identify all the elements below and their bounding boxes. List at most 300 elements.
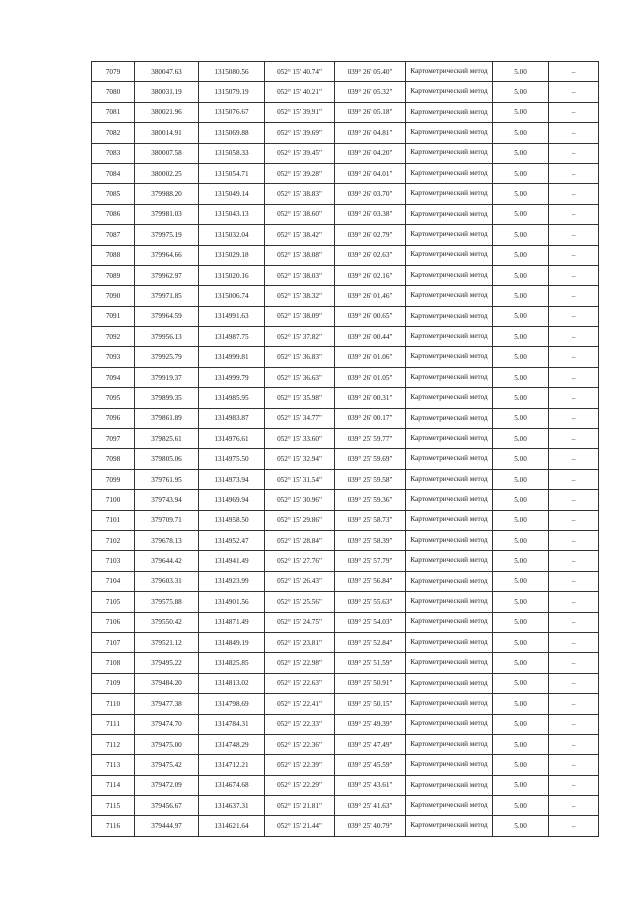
method-cell: Картометрический метод bbox=[406, 714, 493, 734]
y-coordinate-cell: 1314871.49 bbox=[199, 612, 265, 632]
table-row bbox=[92, 123, 599, 143]
latitude-cell: 052° 15' 22.39" bbox=[265, 755, 335, 775]
latitude-cell: 052° 15' 22.41" bbox=[265, 694, 335, 714]
dash-cell: – bbox=[549, 306, 599, 326]
dash-cell: – bbox=[549, 530, 599, 550]
latitude-cell: 052° 15' 40.21" bbox=[265, 82, 335, 102]
x-coordinate-cell: 379988.20 bbox=[135, 184, 199, 204]
longitude-cell: 039° 25' 45.59" bbox=[335, 755, 406, 775]
accuracy-cell: 5.00 bbox=[493, 469, 549, 489]
y-coordinate-cell: 1314941.49 bbox=[199, 551, 265, 571]
latitude-cell: 052° 15' 22.63" bbox=[265, 673, 335, 693]
point-number-cell: 7103 bbox=[92, 551, 135, 571]
method-cell: Картометрический метод bbox=[406, 408, 493, 428]
accuracy-cell: 5.00 bbox=[493, 571, 549, 591]
dash-cell: – bbox=[549, 62, 599, 82]
table-row bbox=[92, 225, 599, 245]
y-coordinate-cell: 1314784.31 bbox=[199, 714, 265, 734]
accuracy-cell: 5.00 bbox=[493, 265, 549, 285]
y-coordinate-cell: 1315020.16 bbox=[199, 265, 265, 285]
x-coordinate-cell: 379971.85 bbox=[135, 286, 199, 306]
point-number-cell: 7105 bbox=[92, 592, 135, 612]
accuracy-cell: 5.00 bbox=[493, 204, 549, 224]
longitude-cell: 039° 26' 04.20" bbox=[335, 143, 406, 163]
method-cell: Картометрический метод bbox=[406, 632, 493, 652]
table-row bbox=[92, 510, 599, 530]
point-number-cell: 7084 bbox=[92, 163, 135, 183]
dash-cell: – bbox=[549, 632, 599, 652]
longitude-cell: 039° 26' 03.70" bbox=[335, 184, 406, 204]
accuracy-cell: 5.00 bbox=[493, 796, 549, 816]
accuracy-cell: 5.00 bbox=[493, 612, 549, 632]
latitude-cell: 052° 15' 21.81" bbox=[265, 796, 335, 816]
method-cell: Картометрический метод bbox=[406, 306, 493, 326]
point-number-cell: 7092 bbox=[92, 327, 135, 347]
method-cell: Картометрический метод bbox=[406, 347, 493, 367]
y-coordinate-cell: 1315049.14 bbox=[199, 184, 265, 204]
accuracy-cell: 5.00 bbox=[493, 225, 549, 245]
coordinates-table bbox=[91, 61, 599, 837]
dash-cell: – bbox=[549, 714, 599, 734]
table-row bbox=[92, 775, 599, 795]
method-cell: Картометрический метод bbox=[406, 673, 493, 693]
latitude-cell: 052° 15' 38.60" bbox=[265, 204, 335, 224]
accuracy-cell: 5.00 bbox=[493, 632, 549, 652]
point-number-cell: 7113 bbox=[92, 755, 135, 775]
table-row bbox=[92, 367, 599, 387]
latitude-cell: 052° 15' 39.91" bbox=[265, 102, 335, 122]
longitude-cell: 039° 25' 59.69" bbox=[335, 449, 406, 469]
y-coordinate-cell: 1315079.19 bbox=[199, 82, 265, 102]
point-number-cell: 7101 bbox=[92, 510, 135, 530]
point-number-cell: 7106 bbox=[92, 612, 135, 632]
x-coordinate-cell: 379861.89 bbox=[135, 408, 199, 428]
longitude-cell: 039° 26' 04.81" bbox=[335, 123, 406, 143]
method-cell: Картометрический метод bbox=[406, 429, 493, 449]
point-number-cell: 7080 bbox=[92, 82, 135, 102]
table-row bbox=[92, 796, 599, 816]
x-coordinate-cell: 379575.88 bbox=[135, 592, 199, 612]
point-number-cell: 7109 bbox=[92, 673, 135, 693]
table-row bbox=[92, 306, 599, 326]
y-coordinate-cell: 1315032.04 bbox=[199, 225, 265, 245]
accuracy-cell: 5.00 bbox=[493, 755, 549, 775]
longitude-cell: 039° 26' 02.79" bbox=[335, 225, 406, 245]
longitude-cell: 039° 25' 54.03" bbox=[335, 612, 406, 632]
table-row bbox=[92, 755, 599, 775]
x-coordinate-cell: 379603.31 bbox=[135, 571, 199, 591]
point-number-cell: 7089 bbox=[92, 265, 135, 285]
point-number-cell: 7107 bbox=[92, 632, 135, 652]
method-cell: Картометрический метод bbox=[406, 734, 493, 754]
longitude-cell: 039° 25' 41.63" bbox=[335, 796, 406, 816]
point-number-cell: 7115 bbox=[92, 796, 135, 816]
latitude-cell: 052° 15' 38.09" bbox=[265, 306, 335, 326]
latitude-cell: 052° 15' 39.28" bbox=[265, 163, 335, 183]
y-coordinate-cell: 1314637.31 bbox=[199, 796, 265, 816]
table-row bbox=[92, 694, 599, 714]
table-row bbox=[92, 163, 599, 183]
x-coordinate-cell: 379761.95 bbox=[135, 469, 199, 489]
longitude-cell: 039° 26' 03.38" bbox=[335, 204, 406, 224]
x-coordinate-cell: 379456.67 bbox=[135, 796, 199, 816]
accuracy-cell: 5.00 bbox=[493, 530, 549, 550]
accuracy-cell: 5.00 bbox=[493, 694, 549, 714]
method-cell: Картометрический метод bbox=[406, 612, 493, 632]
dash-cell: – bbox=[549, 245, 599, 265]
method-cell: Картометрический метод bbox=[406, 653, 493, 673]
table-row bbox=[92, 734, 599, 754]
method-cell: Картометрический метод bbox=[406, 62, 493, 82]
point-number-cell: 7094 bbox=[92, 367, 135, 387]
dash-cell: – bbox=[549, 469, 599, 489]
x-coordinate-cell: 379962.97 bbox=[135, 265, 199, 285]
latitude-cell: 052° 15' 24.75" bbox=[265, 612, 335, 632]
accuracy-cell: 5.00 bbox=[493, 592, 549, 612]
point-number-cell: 7108 bbox=[92, 653, 135, 673]
accuracy-cell: 5.00 bbox=[493, 347, 549, 367]
x-coordinate-cell: 379964.59 bbox=[135, 306, 199, 326]
dash-cell: – bbox=[549, 592, 599, 612]
longitude-cell: 039° 26' 01.05" bbox=[335, 367, 406, 387]
latitude-cell: 052° 15' 38.08" bbox=[265, 245, 335, 265]
accuracy-cell: 5.00 bbox=[493, 163, 549, 183]
x-coordinate-cell: 380014.91 bbox=[135, 123, 199, 143]
y-coordinate-cell: 1314825.85 bbox=[199, 653, 265, 673]
latitude-cell: 052° 15' 27.76" bbox=[265, 551, 335, 571]
accuracy-cell: 5.00 bbox=[493, 245, 549, 265]
longitude-cell: 039° 25' 59.36" bbox=[335, 490, 406, 510]
dash-cell: – bbox=[549, 796, 599, 816]
accuracy-cell: 5.00 bbox=[493, 775, 549, 795]
table-row bbox=[92, 347, 599, 367]
longitude-cell: 039° 26' 00.17" bbox=[335, 408, 406, 428]
longitude-cell: 039° 26' 00.65" bbox=[335, 306, 406, 326]
method-cell: Картометрический метод bbox=[406, 796, 493, 816]
table-row bbox=[92, 286, 599, 306]
point-number-cell: 7085 bbox=[92, 184, 135, 204]
latitude-cell: 052° 15' 22.33" bbox=[265, 714, 335, 734]
longitude-cell: 039° 26' 02.63" bbox=[335, 245, 406, 265]
table-row bbox=[92, 62, 599, 82]
dash-cell: – bbox=[549, 163, 599, 183]
latitude-cell: 052° 15' 34.77" bbox=[265, 408, 335, 428]
latitude-cell: 052° 15' 39.45" bbox=[265, 143, 335, 163]
longitude-cell: 039° 25' 59.77" bbox=[335, 429, 406, 449]
point-number-cell: 7112 bbox=[92, 734, 135, 754]
table-row bbox=[92, 551, 599, 571]
y-coordinate-cell: 1315069.88 bbox=[199, 123, 265, 143]
table-row bbox=[92, 327, 599, 347]
y-coordinate-cell: 1315043.13 bbox=[199, 204, 265, 224]
point-number-cell: 7090 bbox=[92, 286, 135, 306]
y-coordinate-cell: 1315058.33 bbox=[199, 143, 265, 163]
accuracy-cell: 5.00 bbox=[493, 510, 549, 530]
method-cell: Картометрический метод bbox=[406, 469, 493, 489]
y-coordinate-cell: 1314987.75 bbox=[199, 327, 265, 347]
table-row bbox=[92, 184, 599, 204]
latitude-cell: 052° 15' 38.42" bbox=[265, 225, 335, 245]
latitude-cell: 052° 15' 36.63" bbox=[265, 367, 335, 387]
method-cell: Картометрический метод bbox=[406, 143, 493, 163]
longitude-cell: 039° 25' 55.63" bbox=[335, 592, 406, 612]
y-coordinate-cell: 1314813.02 bbox=[199, 673, 265, 693]
method-cell: Картометрический метод bbox=[406, 490, 493, 510]
dash-cell: – bbox=[549, 551, 599, 571]
latitude-cell: 052° 15' 38.32" bbox=[265, 286, 335, 306]
method-cell: Картометрический метод bbox=[406, 449, 493, 469]
method-cell: Картометрический метод bbox=[406, 551, 493, 571]
accuracy-cell: 5.00 bbox=[493, 327, 549, 347]
dash-cell: – bbox=[549, 204, 599, 224]
dash-cell: – bbox=[549, 490, 599, 510]
latitude-cell: 052° 15' 36.83" bbox=[265, 347, 335, 367]
x-coordinate-cell: 380007.58 bbox=[135, 143, 199, 163]
table-row bbox=[92, 530, 599, 550]
method-cell: Картометрический метод bbox=[406, 163, 493, 183]
accuracy-cell: 5.00 bbox=[493, 62, 549, 82]
table-row bbox=[92, 673, 599, 693]
table-row bbox=[92, 612, 599, 632]
table-row bbox=[92, 245, 599, 265]
latitude-cell: 052° 15' 23.81" bbox=[265, 632, 335, 652]
dash-cell: – bbox=[549, 449, 599, 469]
point-number-cell: 7099 bbox=[92, 469, 135, 489]
method-cell: Картометрический метод bbox=[406, 225, 493, 245]
longitude-cell: 039° 25' 58.73" bbox=[335, 510, 406, 530]
latitude-cell: 052° 15' 37.82" bbox=[265, 327, 335, 347]
accuracy-cell: 5.00 bbox=[493, 367, 549, 387]
y-coordinate-cell: 1314973.94 bbox=[199, 469, 265, 489]
table-row bbox=[92, 143, 599, 163]
dash-cell: – bbox=[549, 429, 599, 449]
x-coordinate-cell: 379472.09 bbox=[135, 775, 199, 795]
method-cell: Картометрический метод bbox=[406, 204, 493, 224]
point-number-cell: 7083 bbox=[92, 143, 135, 163]
longitude-cell: 039° 25' 50.91" bbox=[335, 673, 406, 693]
dash-cell: – bbox=[549, 816, 599, 836]
x-coordinate-cell: 379474.70 bbox=[135, 714, 199, 734]
dash-cell: – bbox=[549, 225, 599, 245]
method-cell: Картометрический метод bbox=[406, 286, 493, 306]
x-coordinate-cell: 379644.42 bbox=[135, 551, 199, 571]
method-cell: Картометрический метод bbox=[406, 327, 493, 347]
dash-cell: – bbox=[549, 102, 599, 122]
y-coordinate-cell: 1315054.71 bbox=[199, 163, 265, 183]
point-number-cell: 7104 bbox=[92, 571, 135, 591]
dash-cell: – bbox=[549, 510, 599, 530]
accuracy-cell: 5.00 bbox=[493, 123, 549, 143]
method-cell: Картометрический метод bbox=[406, 265, 493, 285]
y-coordinate-cell: 1314748.29 bbox=[199, 734, 265, 754]
x-coordinate-cell: 379899.35 bbox=[135, 388, 199, 408]
point-number-cell: 7096 bbox=[92, 408, 135, 428]
x-coordinate-cell: 380002.25 bbox=[135, 163, 199, 183]
longitude-cell: 039° 25' 52.84" bbox=[335, 632, 406, 652]
method-cell: Картометрический метод bbox=[406, 694, 493, 714]
latitude-cell: 052° 15' 39.69" bbox=[265, 123, 335, 143]
method-cell: Картометрический метод bbox=[406, 367, 493, 387]
latitude-cell: 052° 15' 22.98" bbox=[265, 653, 335, 673]
accuracy-cell: 5.00 bbox=[493, 388, 549, 408]
accuracy-cell: 5.00 bbox=[493, 184, 549, 204]
point-number-cell: 7102 bbox=[92, 530, 135, 550]
accuracy-cell: 5.00 bbox=[493, 429, 549, 449]
table-row bbox=[92, 388, 599, 408]
dash-cell: – bbox=[549, 347, 599, 367]
x-coordinate-cell: 380021.96 bbox=[135, 102, 199, 122]
dash-cell: – bbox=[549, 673, 599, 693]
x-coordinate-cell: 379484.20 bbox=[135, 673, 199, 693]
longitude-cell: 039° 26' 00.31" bbox=[335, 388, 406, 408]
x-coordinate-cell: 379550.42 bbox=[135, 612, 199, 632]
point-number-cell: 7081 bbox=[92, 102, 135, 122]
point-number-cell: 7114 bbox=[92, 775, 135, 795]
accuracy-cell: 5.00 bbox=[493, 408, 549, 428]
x-coordinate-cell: 379925.79 bbox=[135, 347, 199, 367]
y-coordinate-cell: 1314983.87 bbox=[199, 408, 265, 428]
latitude-cell: 052° 15' 38.83" bbox=[265, 184, 335, 204]
x-coordinate-cell: 379709.71 bbox=[135, 510, 199, 530]
x-coordinate-cell: 379805.06 bbox=[135, 449, 199, 469]
method-cell: Картометрический метод bbox=[406, 530, 493, 550]
y-coordinate-cell: 1314975.50 bbox=[199, 449, 265, 469]
x-coordinate-cell: 379743.94 bbox=[135, 490, 199, 510]
latitude-cell: 052° 15' 38.03" bbox=[265, 265, 335, 285]
dash-cell: – bbox=[549, 775, 599, 795]
point-number-cell: 7100 bbox=[92, 490, 135, 510]
x-coordinate-cell: 379477.38 bbox=[135, 694, 199, 714]
y-coordinate-cell: 1315080.56 bbox=[199, 62, 265, 82]
dash-cell: – bbox=[549, 388, 599, 408]
y-coordinate-cell: 1314952.47 bbox=[199, 530, 265, 550]
table-row bbox=[92, 632, 599, 652]
table-row bbox=[92, 592, 599, 612]
accuracy-cell: 5.00 bbox=[493, 734, 549, 754]
method-cell: Картометрический метод bbox=[406, 82, 493, 102]
dash-cell: – bbox=[549, 265, 599, 285]
point-number-cell: 7082 bbox=[92, 123, 135, 143]
dash-cell: – bbox=[549, 734, 599, 754]
accuracy-cell: 5.00 bbox=[493, 653, 549, 673]
y-coordinate-cell: 1314901.56 bbox=[199, 592, 265, 612]
point-number-cell: 7098 bbox=[92, 449, 135, 469]
latitude-cell: 052° 15' 22.29" bbox=[265, 775, 335, 795]
x-coordinate-cell: 379975.19 bbox=[135, 225, 199, 245]
x-coordinate-cell: 379521.12 bbox=[135, 632, 199, 652]
latitude-cell: 052° 15' 31.54" bbox=[265, 469, 335, 489]
point-number-cell: 7110 bbox=[92, 694, 135, 714]
x-coordinate-cell: 379825.61 bbox=[135, 429, 199, 449]
table-row bbox=[92, 449, 599, 469]
table-row bbox=[92, 429, 599, 449]
table-row bbox=[92, 571, 599, 591]
accuracy-cell: 5.00 bbox=[493, 449, 549, 469]
latitude-cell: 052° 15' 32.94" bbox=[265, 449, 335, 469]
point-number-cell: 7116 bbox=[92, 816, 135, 836]
table-row bbox=[92, 82, 599, 102]
dash-cell: – bbox=[549, 82, 599, 102]
longitude-cell: 039° 25' 59.58" bbox=[335, 469, 406, 489]
x-coordinate-cell: 379444.97 bbox=[135, 816, 199, 836]
point-number-cell: 7097 bbox=[92, 429, 135, 449]
dash-cell: – bbox=[549, 143, 599, 163]
y-coordinate-cell: 1315076.67 bbox=[199, 102, 265, 122]
longitude-cell: 039° 26' 05.18" bbox=[335, 102, 406, 122]
dash-cell: – bbox=[549, 653, 599, 673]
y-coordinate-cell: 1314674.68 bbox=[199, 775, 265, 795]
accuracy-cell: 5.00 bbox=[493, 714, 549, 734]
x-coordinate-cell: 379475.42 bbox=[135, 755, 199, 775]
dash-cell: – bbox=[549, 755, 599, 775]
accuracy-cell: 5.00 bbox=[493, 102, 549, 122]
longitude-cell: 039° 25' 58.39" bbox=[335, 530, 406, 550]
longitude-cell: 039° 26' 01.46" bbox=[335, 286, 406, 306]
x-coordinate-cell: 379981.03 bbox=[135, 204, 199, 224]
method-cell: Картометрический метод bbox=[406, 245, 493, 265]
y-coordinate-cell: 1314985.95 bbox=[199, 388, 265, 408]
dash-cell: – bbox=[549, 367, 599, 387]
point-number-cell: 7079 bbox=[92, 62, 135, 82]
longitude-cell: 039° 26' 04.01" bbox=[335, 163, 406, 183]
longitude-cell: 039° 25' 40.79" bbox=[335, 816, 406, 836]
dash-cell: – bbox=[549, 123, 599, 143]
latitude-cell: 052° 15' 26.43" bbox=[265, 571, 335, 591]
point-number-cell: 7093 bbox=[92, 347, 135, 367]
longitude-cell: 039° 25' 49.39" bbox=[335, 714, 406, 734]
y-coordinate-cell: 1314621.64 bbox=[199, 816, 265, 836]
dash-cell: – bbox=[549, 694, 599, 714]
longitude-cell: 039° 25' 56.84" bbox=[335, 571, 406, 591]
y-coordinate-cell: 1314999.79 bbox=[199, 367, 265, 387]
method-cell: Картометрический метод bbox=[406, 102, 493, 122]
x-coordinate-cell: 379495.22 bbox=[135, 653, 199, 673]
x-coordinate-cell: 379919.37 bbox=[135, 367, 199, 387]
accuracy-cell: 5.00 bbox=[493, 286, 549, 306]
latitude-cell: 052° 15' 35.98" bbox=[265, 388, 335, 408]
y-coordinate-cell: 1314958.50 bbox=[199, 510, 265, 530]
method-cell: Картометрический метод bbox=[406, 592, 493, 612]
method-cell: Картометрический метод bbox=[406, 775, 493, 795]
longitude-cell: 039° 25' 47.49" bbox=[335, 734, 406, 754]
point-number-cell: 7095 bbox=[92, 388, 135, 408]
method-cell: Картометрический метод bbox=[406, 388, 493, 408]
x-coordinate-cell: 379475.00 bbox=[135, 734, 199, 754]
latitude-cell: 052° 15' 40.74" bbox=[265, 62, 335, 82]
table-row bbox=[92, 490, 599, 510]
table-row bbox=[92, 714, 599, 734]
accuracy-cell: 5.00 bbox=[493, 490, 549, 510]
x-coordinate-cell: 380031.19 bbox=[135, 82, 199, 102]
point-number-cell: 7087 bbox=[92, 225, 135, 245]
point-number-cell: 7091 bbox=[92, 306, 135, 326]
coordinates-table-body bbox=[92, 62, 599, 837]
latitude-cell: 052° 15' 22.36" bbox=[265, 734, 335, 754]
accuracy-cell: 5.00 bbox=[493, 306, 549, 326]
table-row bbox=[92, 816, 599, 836]
dash-cell: – bbox=[549, 286, 599, 306]
y-coordinate-cell: 1315006.74 bbox=[199, 286, 265, 306]
dash-cell: – bbox=[549, 408, 599, 428]
point-number-cell: 7111 bbox=[92, 714, 135, 734]
table-row bbox=[92, 469, 599, 489]
latitude-cell: 052° 15' 21.44" bbox=[265, 816, 335, 836]
longitude-cell: 039° 25' 43.61" bbox=[335, 775, 406, 795]
y-coordinate-cell: 1314712.21 bbox=[199, 755, 265, 775]
accuracy-cell: 5.00 bbox=[493, 816, 549, 836]
dash-cell: – bbox=[549, 327, 599, 347]
latitude-cell: 052° 15' 28.84" bbox=[265, 530, 335, 550]
